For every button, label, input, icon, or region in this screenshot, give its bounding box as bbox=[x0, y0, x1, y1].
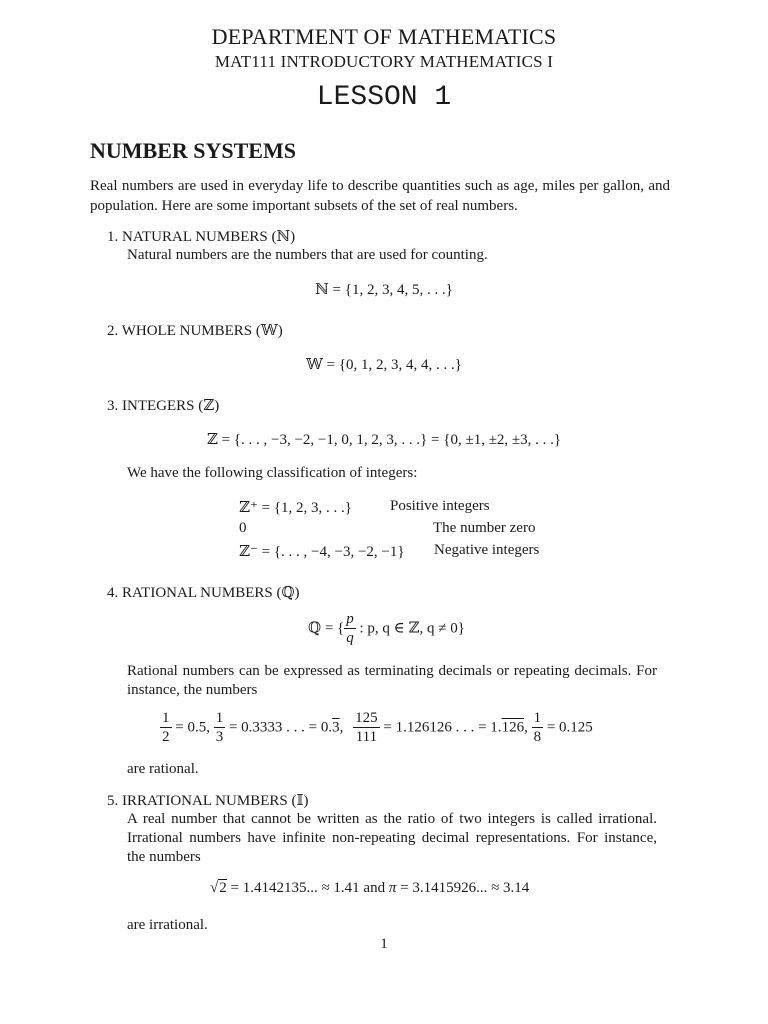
rational-set-formula bbox=[308, 612, 465, 646]
integers-classification-intro: We have the following classification of integers: bbox=[127, 465, 418, 481]
sqrt-argument: 2 bbox=[219, 880, 227, 896]
rational-set-fraction bbox=[344, 612, 356, 646]
zero-label: The number zero bbox=[433, 520, 536, 536]
rational-set-lhs: ℚ = { bbox=[308, 620, 345, 637]
fraction-numerator: 125 bbox=[355, 710, 378, 726]
fraction-denominator: 2 bbox=[162, 729, 170, 745]
sqrt-value: = 1.4142135... ≈ 1.41 and bbox=[226, 880, 389, 896]
item-integers-heading: 3. INTEGERS (ℤ) bbox=[107, 398, 220, 414]
fraction-denominator: 111 bbox=[355, 729, 378, 745]
item-rational-heading: 4. RATIONAL NUMBERS (ℚ) bbox=[107, 585, 300, 601]
irrational-examples bbox=[210, 880, 529, 897]
irrational-text: A real number that cannot be written as the ratio of two integers is called irrational. Irrational numbers have infinite non-repeating decimal representations. For instance, the numbers bbox=[127, 811, 657, 865]
item-natural-text: Natural numbers are the numbers that are used for counting. bbox=[127, 247, 488, 263]
pi-symbol: π bbox=[388, 880, 397, 896]
negative-integers-label: Negative integers bbox=[434, 542, 540, 558]
rational-after-text: are rational. bbox=[127, 761, 199, 777]
fraction-numerator: 1 bbox=[162, 710, 170, 726]
department-title: DEPARTMENT OF MATHEMATICS bbox=[211, 24, 557, 49]
example-fraction-1-3 bbox=[214, 711, 226, 745]
example-3-repeating-digits: 126 bbox=[501, 719, 525, 736]
fraction-denominator: 3 bbox=[215, 729, 224, 745]
integers-set-formula: ℤ = {. . . , −3, −2, −1, 0, 1, 2, 3, . . .} = {0, ±1, ±2, ±3, . . .} bbox=[206, 432, 562, 448]
section-title: NUMBER SYSTEMS bbox=[90, 138, 296, 163]
sqrt-symbol: √ bbox=[210, 880, 219, 896]
course-title: MAT111 INTRODUCTORY MATHEMATICS I bbox=[214, 52, 554, 71]
item-whole-heading: 2. WHOLE NUMBERS (𝕎) bbox=[107, 323, 283, 339]
fraction-numerator: 1 bbox=[215, 710, 224, 726]
positive-integers-label: Positive integers bbox=[390, 498, 490, 514]
example-1-value: = 0.5, bbox=[175, 719, 210, 736]
item-natural-heading: 1. NATURAL NUMBERS (ℕ) bbox=[107, 229, 296, 245]
natural-set-formula: ℕ = {1, 2, 3, 4, 5, . . .} bbox=[315, 282, 453, 298]
pi-value: = 3.1415926... ≈ 3.14 bbox=[396, 880, 530, 896]
whole-set-formula: 𝕎 = {0, 1, 2, 3, 4, 4, . . .} bbox=[306, 357, 462, 373]
example-fraction-1-8 bbox=[532, 711, 544, 745]
lesson-title: LESSON 1 bbox=[316, 82, 452, 113]
rational-set-rhs: : p, q ∈ ℤ, q ≠ 0} bbox=[355, 620, 465, 637]
example-3-value: = 1.126126 . . . = 1. bbox=[383, 719, 502, 736]
example-3-comma: , bbox=[524, 719, 528, 736]
example-fraction-125-111 bbox=[353, 711, 380, 745]
intro-paragraph: Real numbers are used in everyday life to describe quantities such as age, miles per gallon, and population. Here are some important subsets of the set of real numbers. bbox=[90, 178, 670, 214]
item-irrational-heading: 5. IRRATIONAL NUMBERS (𝕀) bbox=[107, 793, 309, 809]
rational-text: Rational numbers can be expressed as terminating decimals or repeating decimals. For instance, the numbers bbox=[127, 663, 657, 698]
example-2-value: = 0.3333 . . . = 0. bbox=[228, 719, 333, 736]
fraction-numerator: 1 bbox=[533, 710, 542, 726]
example-4-value: = 0.125 bbox=[546, 719, 593, 736]
rational-examples bbox=[160, 711, 593, 745]
page-number: 1 bbox=[380, 936, 388, 952]
irrational-after-text: are irrational. bbox=[127, 917, 208, 933]
zero-set: 0 bbox=[239, 520, 247, 536]
rational-set-numerator: p bbox=[346, 611, 354, 627]
rational-set-denominator: q bbox=[346, 630, 354, 646]
example-fraction-1-2 bbox=[160, 711, 172, 745]
negative-integers-set: ℤ⁻ = {. . . , −4, −3, −2, −1} bbox=[239, 544, 405, 560]
positive-integers-set: ℤ⁺ = {1, 2, 3, . . .} bbox=[239, 500, 352, 516]
example-2-comma: , bbox=[339, 719, 344, 736]
fraction-denominator: 8 bbox=[533, 729, 542, 745]
example-2-repeating-digit: 3 bbox=[332, 719, 340, 736]
